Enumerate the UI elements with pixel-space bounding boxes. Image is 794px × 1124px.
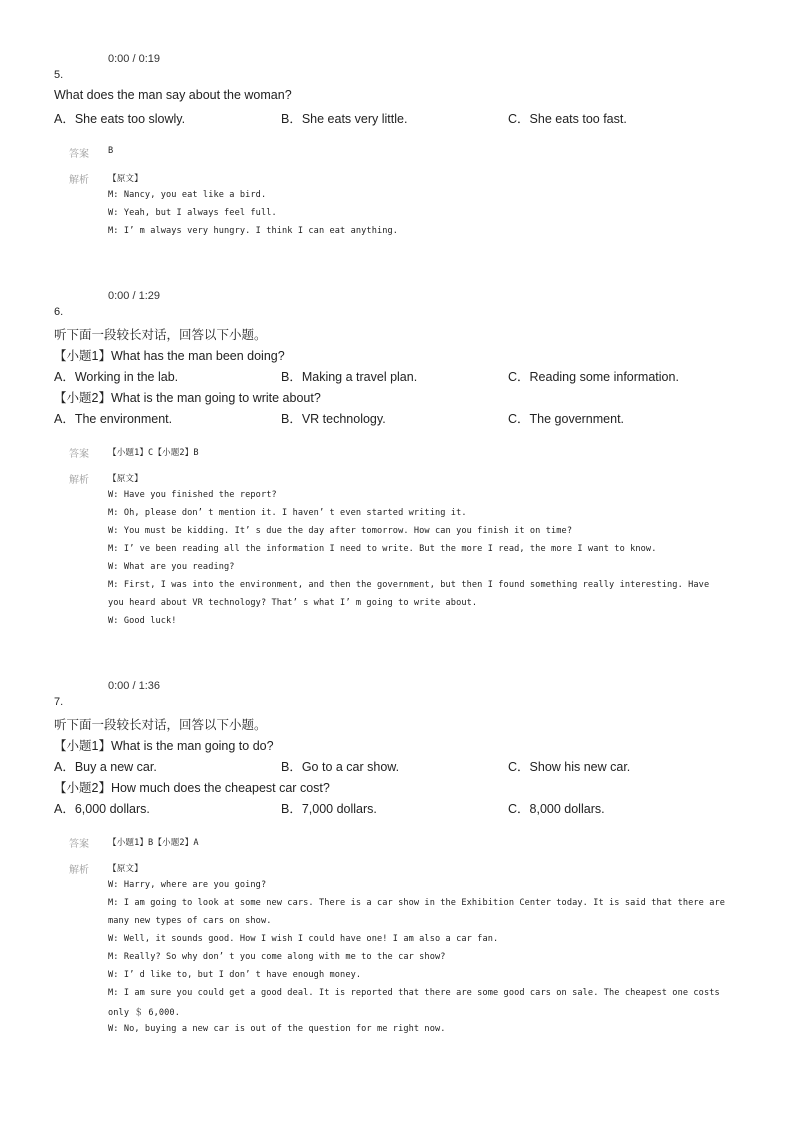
subquestion-2-q6: 【小题2】What is the man going to write about? (54, 391, 321, 405)
transcript-line-q6: W: Have you finished the report? (108, 490, 277, 500)
option-b-q5: B．She eats very little. (281, 112, 408, 126)
sub1-option-c-q7: C．Show his new car. (508, 760, 631, 774)
answer-value-q7: 【小题1】B【小题2】A (108, 838, 199, 848)
sub2-option-c-q6: C．The government. (508, 412, 625, 426)
answer-label-q5: 答案 (69, 149, 89, 160)
question-text-q5: What does the man say about the woman? (54, 88, 292, 102)
sub1-option-b-q7: B．Go to a car show. (281, 760, 400, 774)
transcript-line-q7: W: Harry, where are you going? (108, 880, 267, 890)
sub2-option-a-q6: A．The environment. (54, 412, 173, 426)
transcript-line-q7: W: I’ d like to, but I don’ t have enough money. (108, 970, 362, 980)
transcript-line-q7: M: I am going to look at some new cars. There is a car show in the Exhibition Center today. It is said that there are (108, 898, 726, 908)
transcript-line-q6: M: First, I was into the environment, and then the government, but then I found something really interesting. Have (108, 580, 710, 590)
sub2-option-c-q7: C．8,000 dollars. (508, 802, 605, 816)
sub1-option-b-q6: B．Making a travel plan. (281, 370, 418, 384)
transcript-line-q6: M: I’ ve been reading all the information I need to write. But the more I read, the more I want to know. (108, 544, 657, 554)
analysis-label-q6: 解析 (69, 475, 89, 486)
subquestion-2-q7: 【小题2】How much does the cheapest car cost? (54, 781, 330, 795)
audio-time-q7[interactable]: 0:00 / 1:36 (108, 680, 160, 692)
answer-label-q6: 答案 (69, 449, 89, 460)
source-title-q7: 【原文】 (108, 864, 143, 874)
analysis-label-q5: 解析 (69, 175, 89, 186)
answer-value-q5: B (108, 146, 114, 156)
audio-time-q5[interactable]: 0:00 / 0:19 (108, 53, 160, 65)
sub1-option-a-q6: A．Working in the lab. (54, 370, 179, 384)
transcript-line-q6: you heard about VR technology? That’ s what I’ m going to write about. (108, 598, 478, 608)
source-title-q5: 【原文】 (108, 174, 143, 184)
option-c-q5: C．She eats too fast. (508, 112, 627, 126)
sub2-option-b-q6: B．VR technology. (281, 412, 386, 426)
source-title-q6: 【原文】 (108, 474, 143, 484)
sub2-option-a-q7: A．6,000 dollars. (54, 802, 150, 816)
transcript-line-q7: many new types of cars on show. (108, 916, 272, 926)
sub2-option-b-q7: B．7,000 dollars. (281, 802, 377, 816)
question-number-q7: 7. (54, 696, 64, 708)
transcript-line-q7: M: Really? So why don’ t you come along with me to the car show? (108, 952, 446, 962)
answer-label-q7: 答案 (69, 839, 89, 850)
transcript-line-q6: W: What are you reading? (108, 562, 235, 572)
sub1-option-c-q6: C．Reading some information. (508, 370, 679, 384)
transcript-line-q7: W: No, buying a new car is out of the question for me right now. (108, 1024, 446, 1034)
option-a-q5: A．She eats too slowly. (54, 112, 186, 126)
subquestion-1-q6: 【小题1】What has the man been doing? (54, 349, 285, 363)
answer-value-q6: 【小题1】C【小题2】B (108, 448, 199, 458)
intro-text-q7: 听下面一段较长对话，回答以下小题。 (54, 718, 267, 732)
question-number-q5: 5. (54, 69, 64, 81)
transcript-line-q7: only ＄ 6,000. (108, 1008, 180, 1018)
transcript-line-q5: W: Yeah, but I always feel full. (108, 208, 277, 218)
subquestion-1-q7: 【小题1】What is the man going to do? (54, 739, 274, 753)
sub1-option-a-q7: A．Buy a new car. (54, 760, 157, 774)
analysis-label-q7: 解析 (69, 865, 89, 876)
intro-text-q6: 听下面一段较长对话，回答以下小题。 (54, 328, 267, 342)
transcript-line-q6: M: Oh, please don’ t mention it. I haven’ t even started writing it. (108, 508, 467, 518)
audio-time-q6[interactable]: 0:00 / 1:29 (108, 290, 160, 302)
transcript-line-q6: W: Good luck! (108, 616, 177, 626)
transcript-line-q6: W: You must be kidding. It’ s due the day after tomorrow. How can you finish it on time? (108, 526, 573, 536)
transcript-line-q7: M: I am sure you could get a good deal. It is reported that there are some good cars on sale. The cheapest one costs (108, 988, 720, 998)
transcript-line-q7: W: Well, it sounds good. How I wish I could have one! I am also a car fan. (108, 934, 499, 944)
transcript-line-q5: M: Nancy, you eat like a bird. (108, 190, 267, 200)
transcript-line-q5: M: I’ m always very hungry. I think I can eat anything. (108, 226, 399, 236)
question-number-q6: 6. (54, 306, 64, 318)
